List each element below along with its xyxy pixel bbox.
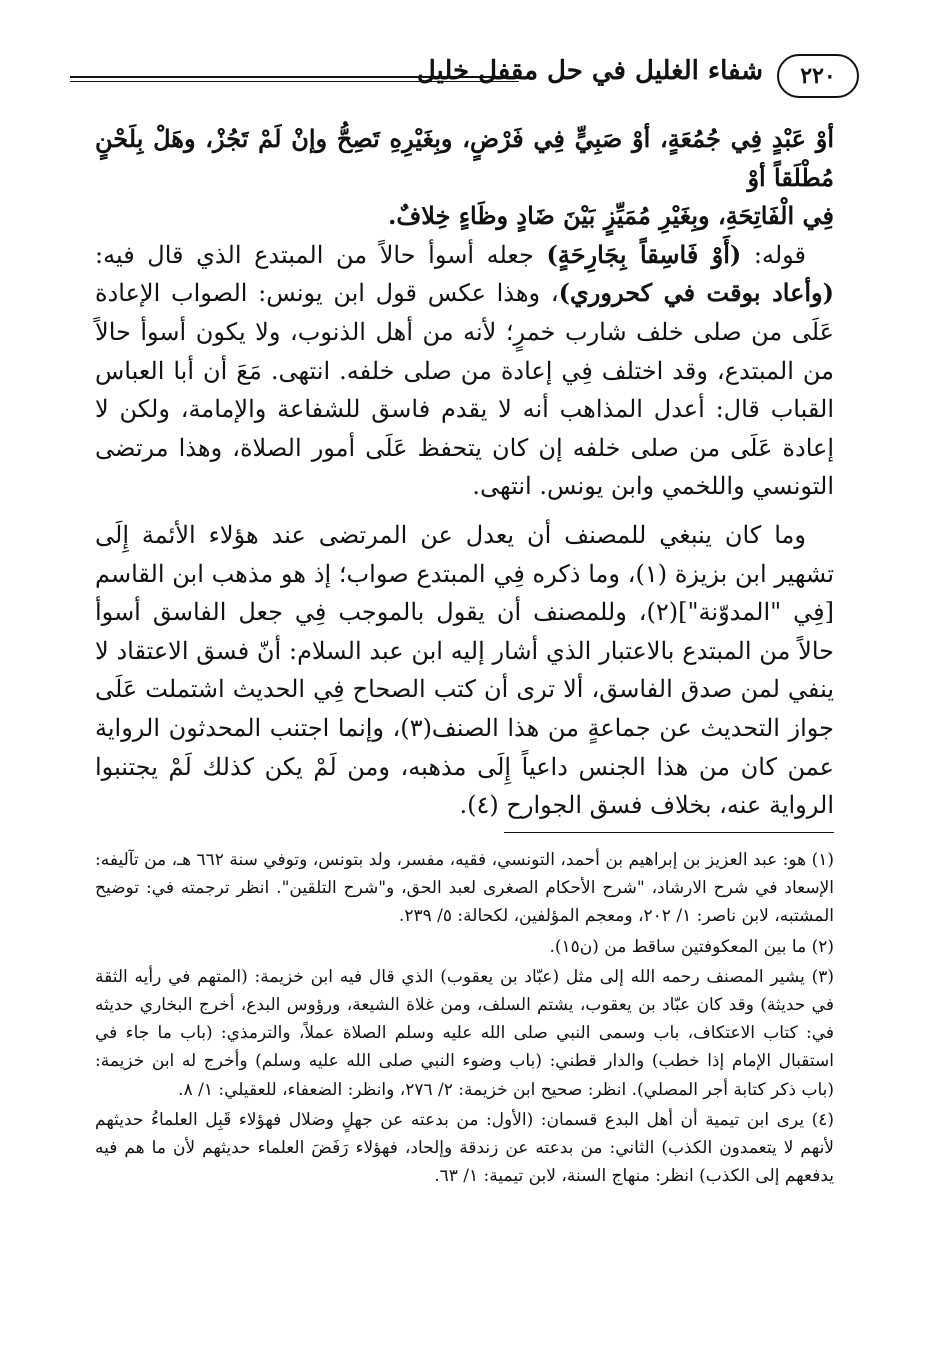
p1-quote-2: (وأعاد بوقت في كحروري) <box>558 278 835 308</box>
p1-mid: جعله أسوأ حالاً من المبتدع الذي قال فيه: <box>95 240 547 269</box>
page-number: ٢٢٠ <box>777 54 859 98</box>
header-rule <box>70 76 519 78</box>
footnote-separator <box>504 832 834 833</box>
footnote-1-first: (١) هو: عبد العزيز بن إبراهيم بن أحمد، التونسي، فقيه، مفسر، ولد بتونس، وتوفي سنة ٦٦٢ هـ، من تآليفه: الإسعاد في <box>95 850 835 899</box>
footnote-3-first: (٣) يشير المصنف رحمه الله إلى مثل (عبّاد بن يعقوب) الذي قال فيه ابن خزيمة: (المتهم في رأيه الثقة في حديثة) وقد كان <box>95 966 834 1016</box>
p1-rest: ، وهذا عكس قول ابن يونس: الصواب الإعادة عَلَى من صلى خلف شارب خمرٍ؛ لأنه من أهل الذنوب، ولا يكون أسوأ حالاً من المبتدع، وقد اختلف فِي إعادة من صلى خلفه. انتهى. مَعَ أن أبا العباس القباب قال: أعدل المذاهب أنه لا يقدم فاسق للشفاعة والإمامة، ولكن لا إعادة عَلَى من صلى خلفه إن كان يتحفظ عَلَى أمور الصلاة، وهذا مرتضى التونسي واللخمي وابن يونس. انتهى. <box>95 279 834 501</box>
footnote-1-rest: شرح الارشاد، "شرح الأحكام الصغرى لعبد الحق، و"شرح التلقين". انظر ترجمته في: توضيح المشتبه، لابن ناصر: ١/ ٢٠٢، ومعجم المؤلفين، لكحالة: ٥/ ٢٣٩. <box>95 878 834 927</box>
footnote-4 <box>95 1106 834 1191</box>
page-header <box>70 52 859 100</box>
footnote-2 <box>95 933 834 961</box>
footnote-4-rest: يتعمدون الكذب) الثاني: من بدعته عن زندقة وإلحاد، فهؤلاء رَفَضَ العلماء حديثهم لأن ما هم فيه يدفعهم إلى الكذب) انظر: منهاج السنة، لابن تيمية: ١/ ٦٣. <box>95 1138 834 1187</box>
p1-prefix: قوله: <box>741 240 807 269</box>
p1-quote-1: (أَوْ فَاسِقاً بِجَارِحَةٍ) <box>546 239 742 269</box>
book-title: شفاء الغليل في حل مقفل خليل <box>416 56 763 86</box>
footnote-3-rest: عبّاد بن يعقوب، يشتم السلف، ومن غلاة الشيعة، ورؤوس البدع، أخرج البخاري حديثه في: كتاب الاعتكاف، باب وسمى النبي صلى الله عليه وسلم الصلاة عملاً، والترمذي: (باب ما جاء في استقبال الإمام إذا خطب) والدار قطني: (باب وضوء النبي صلى الله عليه وسلم) وأخرج له ابن خزيمة: (باب ذكر كتابة أجر المصلي). انظر: صحيح ابن خزيمة: ٢/ ٢٧٦، وانظر: الضعفاء، للعقيلي: ١/ ٨. <box>95 995 834 1100</box>
footnotes <box>95 846 834 1192</box>
main-text <box>95 120 834 825</box>
commentary-paragraph-2: وما كان ينبغي للمصنف أن يعدل عن المرتضى عند هؤلاء الأئمة إِلَى تشهير ابن بزيزة (١)، وما ذكره فِي المبتدع صواب؛ إذ هو مذهب ابن القاسم [فِي "المدوّنة"](٢)، وللمصنف أن يقول بالموجب فِي جعل الفاسق أسوأ حالاً من المبتدع بالاعتبار الذي أشار إليه ابن عبد السلام: أنّ فسق الاعتقاد لا ينفي لمن صدق الفاسق، ألا ترى أن كتب الصحاح فِي الحديث اشتملت عَلَى جواز التحديث عن جماعةٍ من هذا الصنف(٣)، وإنما اجتنب المحدثون الرواية عمن كان من هذا الجنس داعياً إِلَى مذهبه، ومن لَمْ يكن كذلك لَمْ يجتنبوا الرواية عنه، بخلاف فسق الجوارح (٤). <box>95 520 834 820</box>
footnote-3 <box>95 963 834 1104</box>
footnote-4-first: (٤) يرى ابن تيمية أن أهل البدع قسمان: (الأول: من بدعته عن جهلٍ وضلال فهؤلاء قَبِل العلماءُ حديثهم لأنهم لا <box>95 1109 835 1159</box>
matn-line-1: أوْ عَبْدٍ فِي جُمُعَةٍ، أوْ صَبِيٍّ فِي فَرْضٍ، وبِغَيْرِهِ تَصِحُّ وإنْ لَمْ تَجُزْ، وهَلْ بِلَحْنٍ مُطْلَقاً أوْ <box>95 124 834 192</box>
header-rule-thin <box>70 81 519 82</box>
footnote-2-first: (٢) ما بين المعكوفتين ساقط من (ن١٥). <box>549 936 834 957</box>
commentary-paragraph-1 <box>95 236 834 506</box>
footnote-1 <box>95 846 834 931</box>
matn-line-2: فِي الْفَاتِحَةِ، وبِغَيْرِ مُمَيِّزٍ بَيْنَ ضَادٍ وظَاءٍ خِلافٌ. <box>388 201 834 231</box>
